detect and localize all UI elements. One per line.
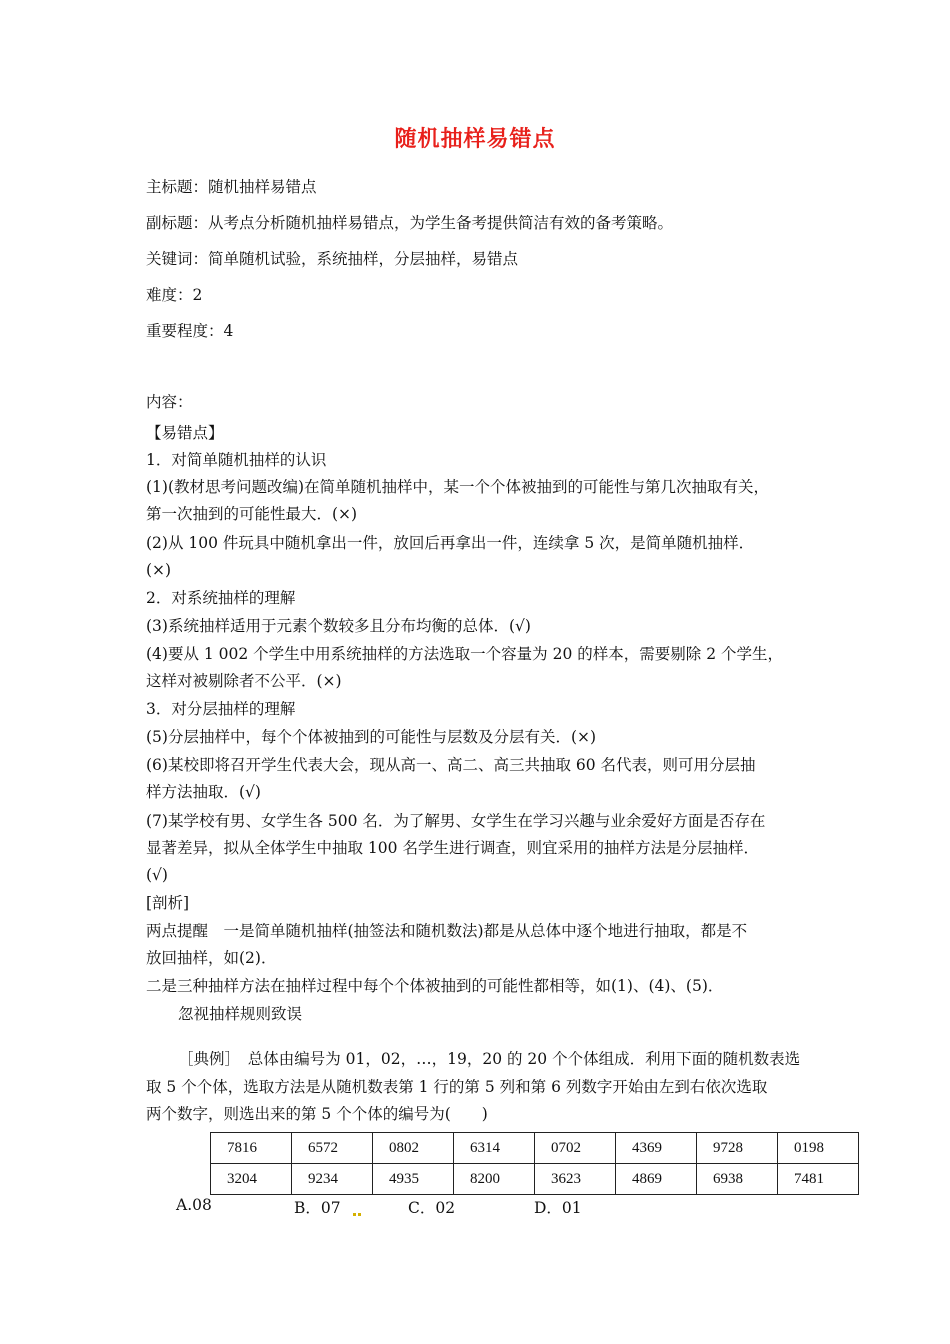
question-4-line-2: 这样对被剔除者不公平．(×)	[146, 672, 342, 690]
option-b: B．07	[294, 1199, 341, 1217]
option-d: D．01	[534, 1199, 582, 1217]
question-7-line-2: 显著差异，拟从全体学生中抽取 100 名学生进行调查，则宜采用的抽样方法是分层抽样．	[146, 839, 759, 857]
item-heading-3: 3．对分层抽样的理解	[146, 700, 296, 718]
table-cell: 0702	[535, 1133, 616, 1164]
table-cell: 3204	[211, 1164, 292, 1195]
table-cell: 3623	[535, 1164, 616, 1195]
table-cell: 6572	[292, 1133, 373, 1164]
table-cell: 9234	[292, 1164, 373, 1195]
option-a: A.08	[176, 1196, 212, 1214]
error-type-heading: 忽视抽样规则致误	[178, 1005, 303, 1023]
table-cell: 4869	[616, 1164, 697, 1195]
analysis-line-2: 放回抽样，如(2)．	[146, 949, 277, 967]
content-label: 内容：	[146, 393, 193, 411]
main-title-line: 主标题：随机抽样易错点	[146, 178, 317, 196]
item-heading-2: 2．对系统抽样的理解	[146, 589, 296, 607]
table-row	[211, 1133, 859, 1164]
question-6-line-2: 样方法抽取．(√)	[146, 783, 261, 801]
question-6-line-1: (6)某校即将召开学生代表大会，现从高一、高二、高三共抽取 60 名代表，则可用分层抽	[146, 756, 756, 774]
option-c: C．02	[408, 1199, 456, 1217]
keywords-line: 关键词：简单随机试验，系统抽样，分层抽样，易错点	[146, 250, 519, 268]
question-1-line-2: 第一次抽到的可能性最大．(×)	[146, 505, 358, 523]
question-2-line-2: (×)	[146, 561, 172, 579]
question-7-line-3: (√)	[146, 866, 168, 884]
question-4-line-1: (4)要从 1 002 个学生中用系统抽样的方法选取一个容量为 20 的样本，需要剔除 2 个学生，	[146, 645, 783, 663]
analysis-label: [剖析]	[146, 894, 190, 912]
question-3: (3)系统抽样适用于元素个数较多且分布均衡的总体．(√)	[146, 617, 531, 635]
section-heading: 【易错点】	[146, 424, 224, 442]
question-2-line-1: (2)从 100 件玩具中随机拿出一件，放回后再拿出一件，连续拿 5 次，是简单随机抽样．	[146, 534, 755, 552]
decorative-dots	[352, 1200, 362, 1218]
table-cell: 7816	[211, 1133, 292, 1164]
example-line-3: 两个数字，则选出来的第 5 个个体的编号为( )	[146, 1105, 488, 1123]
analysis-line-1: 两点提醒 一是简单随机抽样(抽签法和随机数法)都是从总体中逐个地进行抽取，都是不	[146, 922, 748, 940]
subtitle-line: 副标题：从考点分析随机抽样易错点，为学生备考提供简洁有效的备考策略。	[146, 214, 674, 232]
importance-line: 重要程度：4	[146, 322, 234, 340]
question-7-line-1: (7)某学校有男、女学生各 500 名．为了解男、女学生在学习兴趣与业余爱好方面是否存在	[146, 812, 766, 830]
table-cell: 6938	[697, 1164, 778, 1195]
table-cell: 8200	[454, 1164, 535, 1195]
analysis-line-3: 二是三种抽样方法在抽样过程中每个个体被抽到的可能性都相等，如(1)、(4)、(5)．	[146, 977, 724, 995]
table-cell: 0198	[778, 1133, 859, 1164]
table-cell: 6314	[454, 1133, 535, 1164]
table-cell: 7481	[778, 1164, 859, 1195]
example-line-1: ［典例］ 总体由编号为 01，02，…，19，20 的 20 个个体组成．利用下面的随机数表选	[178, 1050, 801, 1068]
difficulty-line: 难度：2	[146, 286, 203, 304]
table-row	[211, 1164, 859, 1195]
random-number-table	[210, 1132, 859, 1195]
document-title: 随机抽样易错点	[394, 126, 556, 152]
question-5: (5)分层抽样中，每个个体被抽到的可能性与层数及分层有关．(×)	[146, 728, 597, 746]
table-cell: 4935	[373, 1164, 454, 1195]
table-cell: 4369	[616, 1133, 697, 1164]
table-cell: 9728	[697, 1133, 778, 1164]
table-cell: 0802	[373, 1133, 454, 1164]
question-1-line-1: (1)(教材思考问题改编)在简单随机抽样中，某一个个体被抽到的可能性与第几次抽取有关，	[146, 478, 770, 496]
example-line-2: 取 5 个个体，选取方法是从随机数表第 1 行的第 5 列和第 6 列数字开始由左到右依次选取	[146, 1078, 768, 1096]
item-heading-1: 1．对简单随机抽样的认识	[146, 451, 327, 469]
